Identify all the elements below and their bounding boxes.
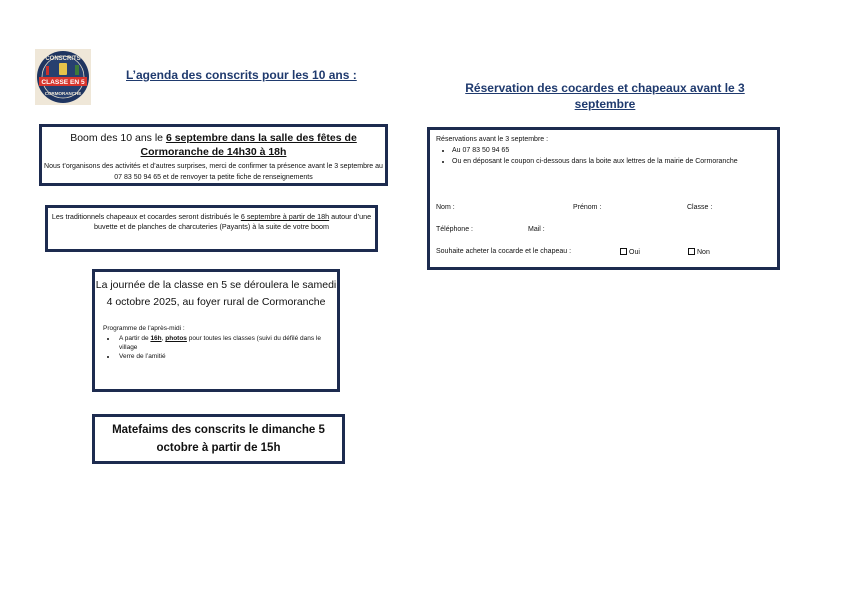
logo-band-text: CLASSE EN 5 [41,79,85,86]
classe-field[interactable]: Classe : [687,204,713,211]
nom-field[interactable]: Nom : [436,204,455,211]
conscrits-logo [35,49,91,105]
boom-date: 6 septembre dans la salle des fêtes de Cormoranche de 14h30 à 18h [140,132,357,158]
reservation-header: Réservations avant le 3 septembre : [436,136,549,143]
journee-text: La journée de la classe en 5 se déroulera le samedi 4 octobre 2025, au foyer rural de Cormoranche [95,279,337,308]
reservation-item: • Au 07 83 50 94 65 [452,145,777,156]
logo-bottom-text: CORMORANCHE [44,91,82,96]
program-item: • A partir de 16h, photos pour toutes les classes (suivi du défilé dans le village [117,334,337,352]
checkbox-icon [620,248,627,255]
distribution-text: Les traditionnels chapeaux et cocardes seront distribués le 6 septembre à partir de 18h autour d’une buvette et de planches de charcuteries (Payants) à la suite de votre boom [51,212,372,231]
boom-headline: Boom des 10 ans le 6 septembre dans la salle des fêtes de Cormoranche de 14h30 à 18h [70,132,357,158]
non-checkbox[interactable]: Non [688,248,710,256]
mail-field[interactable]: Mail : [528,226,545,233]
right-title: Réservation des cocardes et chapeaux avant le 3 septembre [465,81,745,111]
journee-box [92,269,340,392]
program-title: Programme de l’après-midi : [103,325,185,332]
program-item: • Verre de l’amitié [117,352,337,361]
reservation-item: • Ou en déposant le coupon ci-dessous dans la boite aux lettres de la mairie de Cormoranche [452,156,777,167]
matefaims-text: Matefaims des conscrits le dimanche 5 octobre à partir de 15h [112,424,325,454]
distribution-box [45,205,378,252]
reservation-list [430,145,777,167]
matefaims-box [92,414,345,464]
left-title: L’agenda des conscrits pour les 10 ans : [126,68,357,82]
souhaite-label: Souhaite acheter la cocarde et le chapeau : [436,248,572,255]
program-list [95,334,337,361]
boom-box [39,124,388,186]
telephone-field[interactable]: Téléphone : [436,226,473,233]
logo-top-text: CONSCRITS [45,56,81,62]
prenom-field[interactable]: Prénom : [573,204,602,211]
checkbox-icon [688,248,695,255]
reservation-form [427,127,780,270]
boom-body: Nous t’organisons des activités et d’autres surprises, merci de confirmer ta présence avant le 3 septembre au 07 83 50 94 65 et de renvoyer ta petite fiche de renseignements [44,163,383,181]
oui-checkbox[interactable]: Oui [620,248,640,256]
